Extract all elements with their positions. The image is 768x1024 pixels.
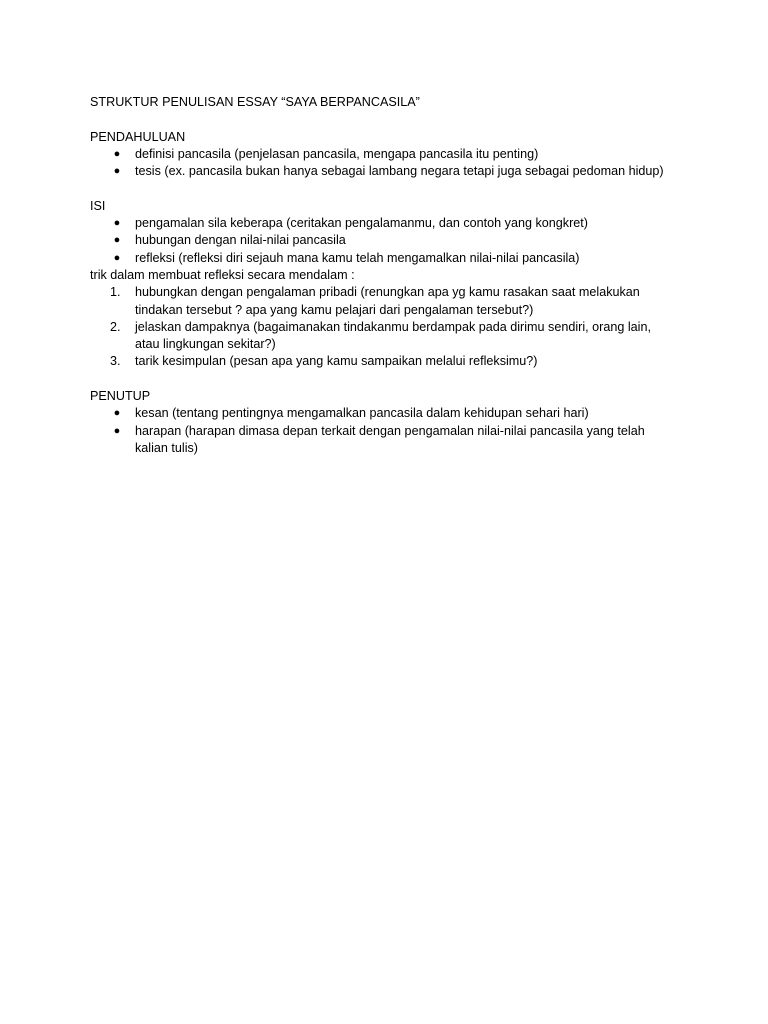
bullet-icon: ● bbox=[113, 165, 121, 178]
list-item bbox=[90, 163, 665, 180]
list-item-text: hubungan dengan nilai-nilai pancasila bbox=[135, 233, 346, 248]
bullet-icon: ● bbox=[113, 147, 121, 160]
bullet-list-penutup bbox=[90, 405, 690, 457]
item-number: 3. bbox=[110, 354, 121, 369]
list-item-text: harapan (harapan dimasa depan terkait dengan pengamalan nilai-nilai pancasila yang telah kalian tulis) bbox=[135, 423, 645, 455]
bullet-list-pendahuluan bbox=[90, 146, 690, 181]
bullet-icon: ● bbox=[113, 234, 121, 247]
numbered-item bbox=[90, 284, 665, 319]
section-heading-isi: ISI bbox=[90, 198, 106, 213]
numbered-item bbox=[90, 319, 665, 354]
bullet-icon: ● bbox=[113, 424, 121, 437]
bullet-icon: ● bbox=[113, 407, 121, 420]
numbered-item bbox=[90, 353, 665, 370]
list-item bbox=[90, 405, 665, 422]
blank-line bbox=[90, 111, 690, 128]
bullet-list-isi bbox=[90, 215, 690, 267]
section-heading-penutup: PENUTUP bbox=[90, 389, 151, 404]
reflection-tips-note: trik dalam membuat refleksi secara mendalam : bbox=[90, 267, 355, 282]
numbered-list-isi bbox=[90, 284, 690, 370]
list-item bbox=[90, 423, 665, 458]
document-title: STRUKTUR PENULISAN ESSAY “SAYA BERPANCASILA” bbox=[90, 95, 420, 109]
document-body bbox=[90, 94, 690, 457]
list-item-text: pengamalan sila keberapa (ceritakan pengalamanmu, dan contoh yang kongkret) bbox=[135, 216, 588, 231]
list-item bbox=[90, 146, 665, 163]
blank-line bbox=[90, 180, 690, 197]
bullet-icon: ● bbox=[113, 251, 121, 264]
numbered-item-text: tarik kesimpulan (pesan apa yang kamu sampaikan melalui refleksimu?) bbox=[135, 354, 538, 369]
list-item-text: tesis (ex. pancasila bukan hanya sebagai lambang negara tetapi juga sebagai pedoman hidup) bbox=[135, 164, 664, 179]
list-item-text: refleksi (refleksi diri sejauh mana kamu telah mengamalkan nilai-nilai pancasila) bbox=[135, 250, 580, 265]
list-item bbox=[90, 232, 665, 249]
numbered-item-text: jelaskan dampaknya (bagaimanakan tindakanmu berdampak pada dirimu sendiri, orang lain, atau lingkungan sekitar?) bbox=[135, 319, 651, 352]
section-heading-pendahuluan: PENDAHULUAN bbox=[90, 129, 186, 144]
blank-line bbox=[90, 371, 690, 388]
list-item bbox=[90, 250, 665, 267]
list-item bbox=[90, 215, 665, 232]
item-number: 2. bbox=[110, 319, 121, 334]
item-number: 1. bbox=[110, 285, 121, 300]
numbered-item-text: hubungkan dengan pengalaman pribadi (renungkan apa yg kamu rasakan saat melakukan tindakan tersebut ? apa yang kamu pelajari dari pengalaman tersebut?) bbox=[135, 285, 640, 317]
list-item-text: kesan (tentang pentingnya mengamalkan pancasila dalam kehidupan sehari hari) bbox=[135, 406, 589, 421]
list-item-text: definisi pancasila (penjelasan pancasila, mengapa pancasila itu penting) bbox=[135, 146, 539, 161]
bullet-icon: ● bbox=[113, 217, 121, 230]
